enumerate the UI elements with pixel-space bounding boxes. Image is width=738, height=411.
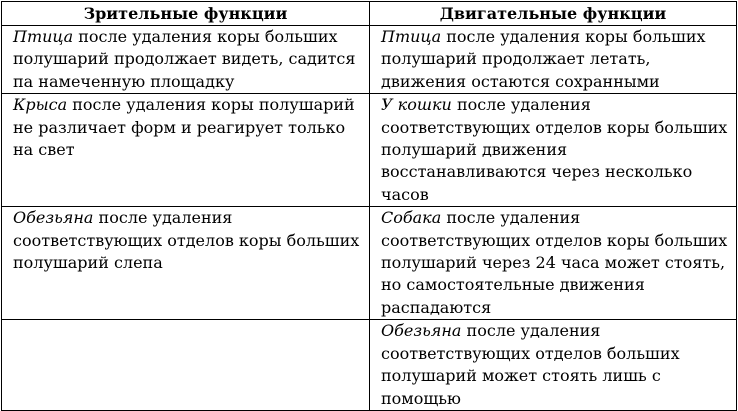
table-row: [2, 207, 737, 320]
header-visual-functions: Зрительные функции: [2, 2, 370, 26]
cell-text: после удаления соответствующих отделов коры больших полушарий движения восстанавливаются через несколько часов: [381, 95, 728, 204]
table-cell-empty: [2, 320, 370, 411]
cell-text: после удаления соответствующих отделов коры больших полушарий слепа: [13, 208, 360, 273]
cell-subject: Птица: [13, 27, 74, 46]
cell-subject: Обезьяна: [381, 321, 462, 341]
header-row: [2, 2, 737, 26]
cell-subject: Птица: [381, 27, 442, 46]
table-row: [2, 320, 737, 411]
cell-text: после удаления соответствующих отделов коры больших полушарий через 24 часа может стоять, но самостоятельные движения распадаются: [381, 208, 728, 317]
table-cell: [2, 94, 370, 207]
cell-text: после удаления соответствующих отделов больших полушарий может стоять лишь с помощью: [381, 321, 680, 408]
functions-table: [1, 1, 737, 411]
table-cell: [2, 207, 370, 320]
cell-text: после удаления коры больших полушарий продолжает летать, движения остаются сохранными: [381, 27, 706, 91]
cell-subject: У кошки: [381, 95, 452, 115]
cell-subject: Собака: [381, 208, 442, 228]
cell-subject: Обезьяна: [13, 208, 94, 228]
table-cell: [370, 207, 737, 320]
table-cell: [2, 26, 370, 94]
table-row: [2, 94, 737, 207]
cell-text: после удаления коры больших полушарий продолжает видеть, садится па намеченную площадку: [13, 27, 356, 91]
table-cell: [370, 94, 737, 207]
table-cell: [370, 320, 737, 411]
cell-subject: Крыса: [13, 95, 68, 115]
table-cell: [370, 26, 737, 94]
header-motor-functions: Двигательные функции: [370, 2, 737, 26]
cell-text: после удаления коры полушарий не различает форм и реагирует только на свет: [13, 95, 355, 160]
table-row: [2, 26, 737, 94]
